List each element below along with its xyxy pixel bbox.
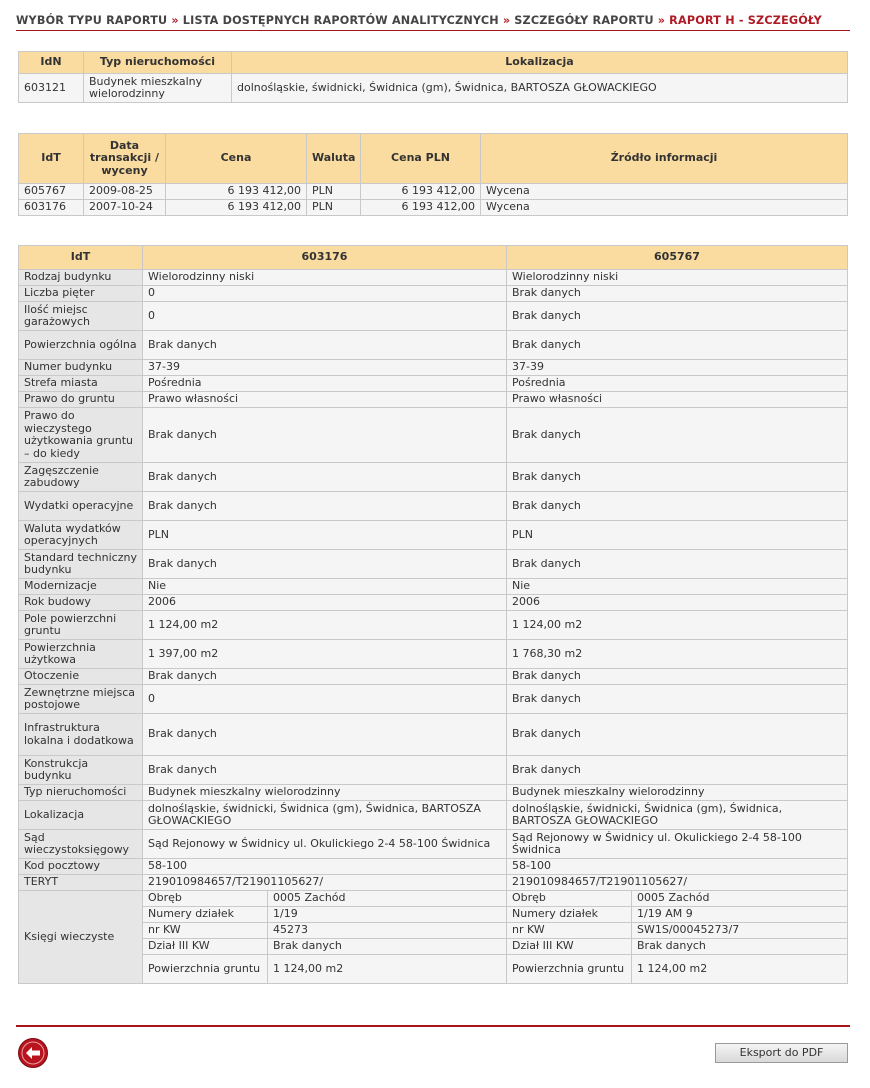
kw-value-a: 45273 (268, 923, 507, 939)
kw-row (19, 907, 848, 923)
detail-value-a: 0 (143, 685, 507, 714)
detail-label: Infrastruktura lokalna i dodatkowa (19, 714, 143, 756)
transaction-price-pln: 6 193 412,00 (361, 200, 481, 216)
detail-value-b: 2006 (507, 595, 848, 611)
detail-value-a: Brak danych (143, 669, 507, 685)
detail-value-b: Nie (507, 579, 848, 595)
detail-value-a: 58-100 (143, 859, 507, 875)
kw-value-b: 1/19 AM 9 (632, 907, 848, 923)
detail-value-b: Brak danych (507, 492, 848, 521)
column-header-location: Lokalizacja (232, 52, 848, 74)
kw-label-a: Numery działek (143, 907, 268, 923)
transaction-price: 6 193 412,00 (166, 200, 307, 216)
table-row (19, 74, 848, 103)
detail-label: Standard techniczny budynku (19, 550, 143, 579)
column-header-idn: IdN (19, 52, 84, 74)
transaction-date: 2007-10-24 (84, 200, 166, 216)
transaction-currency: PLN (307, 200, 361, 216)
kw-value-b: 0005 Zachód (632, 891, 848, 907)
kw-row (19, 939, 848, 955)
breadcrumb-item-report-details[interactable]: SZCZEGÓŁY RAPORTU (514, 14, 654, 27)
details-header-row (19, 246, 848, 270)
breadcrumb-separator: » (657, 14, 666, 27)
detail-value-a: Nie (143, 579, 507, 595)
detail-label: Powierzchnia użytkowa (19, 640, 143, 669)
detail-value-a: Pośrednia (143, 376, 507, 392)
detail-label: Liczba pięter (19, 286, 143, 302)
kw-label-a: Dział III KW (143, 939, 268, 955)
detail-label: Modernizacje (19, 579, 143, 595)
property-location: dolnośląskie, świdnicki, Świdnica (gm), Świdnica, BARTOSZA GŁOWACKIEGO (232, 74, 848, 103)
detail-value-a: Prawo własności (143, 392, 507, 408)
detail-value-a: Brak danych (143, 463, 507, 492)
breadcrumb (16, 14, 850, 27)
detail-value-a: 37-39 (143, 360, 507, 376)
detail-value-a: Brak danych (143, 492, 507, 521)
export-pdf-button[interactable]: Eksport do PDF (715, 1043, 848, 1063)
table-row (19, 331, 848, 360)
detail-value-a: Brak danych (143, 756, 507, 785)
column-header-transaction-b: 605767 (507, 246, 848, 270)
table-row (19, 521, 848, 550)
detail-value-b: PLN (507, 521, 848, 550)
table-row (19, 360, 848, 376)
table-row (19, 492, 848, 521)
table-row (19, 611, 848, 640)
transactions-table (18, 133, 848, 216)
detail-value-b: Brak danych (507, 756, 848, 785)
table-row (19, 859, 848, 875)
detail-value-a: 0 (143, 302, 507, 331)
footer-divider (16, 1025, 850, 1027)
table-row (19, 640, 848, 669)
transaction-price: 6 193 412,00 (166, 184, 307, 200)
detail-value-a: Brak danych (143, 550, 507, 579)
column-header-source: Źródło informacji (481, 134, 848, 184)
detail-label: Zagęszczenie zabudowy (19, 463, 143, 492)
detail-value-a: 219010984657/T21901105627/ (143, 875, 507, 891)
detail-value-a: Brak danych (143, 331, 507, 360)
breadcrumb-separator: » (502, 14, 511, 27)
table-row (19, 408, 848, 463)
transaction-source: Wycena (481, 184, 848, 200)
column-header-price-pln: Cena PLN (361, 134, 481, 184)
kw-label-b: Obręb (507, 891, 632, 907)
breadcrumb-current: RAPORT H - SZCZEGÓŁY (669, 14, 822, 27)
detail-value-b: 58-100 (507, 859, 848, 875)
detail-value-b: Brak danych (507, 302, 848, 331)
kw-row (19, 891, 848, 907)
kw-value-a: 0005 Zachód (268, 891, 507, 907)
detail-value-a: Sąd Rejonowy w Świdnicy ul. Okulickiego 2-4 58-100 Świdnica (143, 830, 507, 859)
detail-value-b: Brak danych (507, 669, 848, 685)
table-row (19, 550, 848, 579)
table-row (19, 785, 848, 801)
detail-label: Pole powierzchni gruntu (19, 611, 143, 640)
detail-value-b: Budynek mieszkalny wielorodzinny (507, 785, 848, 801)
kw-label-b: nr KW (507, 923, 632, 939)
detail-value-b: Brak danych (507, 463, 848, 492)
detail-value-b: Pośrednia (507, 376, 848, 392)
detail-label: Lokalizacja (19, 801, 143, 830)
table-row (19, 830, 848, 859)
detail-label: TERYT (19, 875, 143, 891)
table-row (19, 376, 848, 392)
detail-value-b: Brak danych (507, 286, 848, 302)
detail-value-b: Brak danych (507, 550, 848, 579)
table-row (19, 595, 848, 611)
detail-label: Ilość miejsc garażowych (19, 302, 143, 331)
detail-label: Waluta wydatków operacyjnych (19, 521, 143, 550)
transaction-date: 2009-08-25 (84, 184, 166, 200)
back-arrow-icon (19, 1039, 47, 1067)
table-row (19, 200, 848, 216)
detail-label: Konstrukcja budynku (19, 756, 143, 785)
breadcrumb-item-report-list[interactable]: LISTA DOSTĘPNYCH RAPORTÓW ANALITYCZNYCH (182, 14, 499, 27)
kw-value-a: 1/19 (268, 907, 507, 923)
table-row (19, 184, 848, 200)
table-row (19, 579, 848, 595)
detail-value-a: 2006 (143, 595, 507, 611)
transaction-currency: PLN (307, 184, 361, 200)
transaction-idt: 603176 (19, 200, 84, 216)
transaction-price-pln: 6 193 412,00 (361, 184, 481, 200)
detail-label: Otoczenie (19, 669, 143, 685)
detail-value-b: dolnośląskie, świdnicki, Świdnica (gm), Świdnica, BARTOSZA GŁOWACKIEGO (507, 801, 848, 830)
property-type: Budynek mieszkalny wielorodzinny (84, 74, 232, 103)
detail-label: Wydatki operacyjne (19, 492, 143, 521)
table-row (19, 756, 848, 785)
column-header-date: Data transakcji / wyceny (84, 134, 166, 184)
column-header-transaction-a: 603176 (143, 246, 507, 270)
column-header-idt: IdT (19, 134, 84, 184)
property-idn: 603121 (19, 74, 84, 103)
detail-label: Strefa miasta (19, 376, 143, 392)
detail-value-a: Budynek mieszkalny wielorodzinny (143, 785, 507, 801)
transaction-source: Wycena (481, 200, 848, 216)
detail-label: Powierzchnia ogólna (19, 331, 143, 360)
detail-value-a: 0 (143, 286, 507, 302)
table-row (19, 685, 848, 714)
column-header-type: Typ nieruchomości (84, 52, 232, 74)
transactions-header-row (19, 134, 848, 184)
detail-label: Sąd wieczystoksięgowy (19, 830, 143, 859)
kw-row (19, 955, 848, 984)
detail-value-a: Brak danych (143, 408, 507, 463)
kw-value-a: 1 124,00 m2 (268, 955, 507, 984)
detail-label: Rok budowy (19, 595, 143, 611)
column-header-price: Cena (166, 134, 307, 184)
detail-value-a: 1 124,00 m2 (143, 611, 507, 640)
column-header-currency: Waluta (307, 134, 361, 184)
column-header-idt: IdT (19, 246, 143, 270)
detail-value-b: Wielorodzinny niski (507, 270, 848, 286)
table-row (19, 714, 848, 756)
back-button[interactable] (18, 1038, 48, 1068)
transaction-idt: 605767 (19, 184, 84, 200)
detail-label: Kod pocztowy (19, 859, 143, 875)
header-divider (16, 30, 850, 31)
table-row (19, 801, 848, 830)
kw-section-label: Księgi wieczyste (19, 891, 143, 984)
table-row (19, 270, 848, 286)
table-row (19, 302, 848, 331)
property-table (18, 51, 848, 103)
property-header-row (19, 52, 848, 74)
table-row (19, 463, 848, 492)
table-row (19, 669, 848, 685)
table-row (19, 875, 848, 891)
kw-value-a: Brak danych (268, 939, 507, 955)
detail-value-a: PLN (143, 521, 507, 550)
detail-value-a: Brak danych (143, 714, 507, 756)
detail-value-a: dolnośląskie, świdnicki, Świdnica (gm), Świdnica, BARTOSZA GŁOWACKIEGO (143, 801, 507, 830)
detail-value-a: 1 397,00 m2 (143, 640, 507, 669)
detail-label: Prawo do wieczystego użytkowania gruntu – do kiedy (19, 408, 143, 463)
detail-value-b: Brak danych (507, 714, 848, 756)
breadcrumb-separator: » (171, 14, 179, 27)
table-row (19, 392, 848, 408)
detail-value-a: Wielorodzinny niski (143, 270, 507, 286)
detail-value-b: Sąd Rejonowy w Świdnicy ul. Okulickiego 2-4 58-100 Świdnica (507, 830, 848, 859)
detail-value-b: Brak danych (507, 331, 848, 360)
kw-value-b: Brak danych (632, 939, 848, 955)
detail-value-b: Brak danych (507, 408, 848, 463)
detail-value-b: 219010984657/T21901105627/ (507, 875, 848, 891)
detail-value-b: 37-39 (507, 360, 848, 376)
kw-value-b: 1 124,00 m2 (632, 955, 848, 984)
breadcrumb-item-report-type[interactable]: WYBÓR TYPU RAPORTU (16, 14, 168, 27)
detail-value-b: 1 768,30 m2 (507, 640, 848, 669)
kw-label-b: Powierzchnia gruntu (507, 955, 632, 984)
kw-label-b: Numery działek (507, 907, 632, 923)
details-body (19, 270, 848, 984)
detail-value-b: Brak danych (507, 685, 848, 714)
kw-row (19, 923, 848, 939)
kw-value-b: SW1S/00045273/7 (632, 923, 848, 939)
kw-label-a: Powierzchnia gruntu (143, 955, 268, 984)
kw-label-a: Obręb (143, 891, 268, 907)
detail-label: Typ nieruchomości (19, 785, 143, 801)
kw-label-a: nr KW (143, 923, 268, 939)
table-row (19, 286, 848, 302)
detail-label: Numer budynku (19, 360, 143, 376)
detail-value-b: 1 124,00 m2 (507, 611, 848, 640)
details-table (18, 245, 848, 984)
detail-value-b: Prawo własności (507, 392, 848, 408)
detail-label: Zewnętrzne miejsca postojowe (19, 685, 143, 714)
kw-label-b: Dział III KW (507, 939, 632, 955)
detail-label: Rodzaj budynku (19, 270, 143, 286)
detail-label: Prawo do gruntu (19, 392, 143, 408)
